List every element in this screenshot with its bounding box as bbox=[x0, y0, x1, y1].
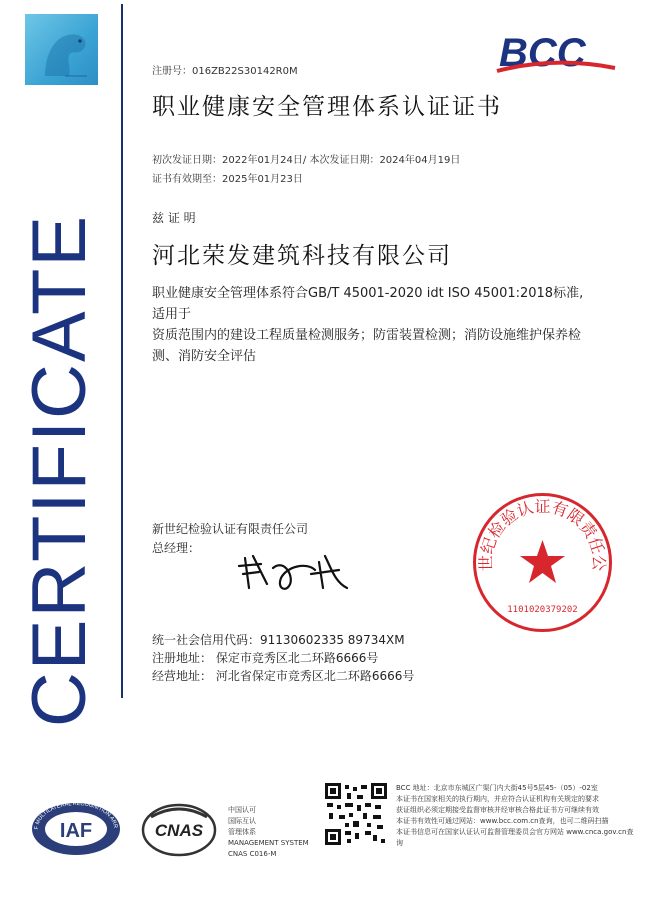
bcc-info-line: 本证书有效性可通过网站：www.bcc.com.cn查询，也可二维码扫描 bbox=[396, 817, 609, 825]
registration-number: 注册号：016ZB22S30142R0M bbox=[152, 66, 298, 77]
issue-dates: 初次发证日期：2022年01月24日/ 本次发证日期：2024年04月19日 bbox=[152, 155, 461, 166]
cnas-info bbox=[228, 805, 309, 860]
certificate-vertical-text: CERTIFICATE bbox=[17, 213, 103, 727]
scope-line: 资质范围内的建设工程质量检测服务；防雷装置检测；消防设施维护保养检 bbox=[152, 328, 582, 343]
signature bbox=[215, 548, 365, 596]
bcc-info-line: 本证书在国家相关的执行期内，并应符合认证机构有关规定的要求 bbox=[396, 795, 599, 803]
credit-code: 统一社会信用代码：91130602335 89734XM bbox=[152, 633, 405, 647]
bcc-logo-text: BCC bbox=[499, 31, 586, 75]
valid-until: 证书有效期至：2025年01月23日 bbox=[152, 174, 303, 185]
iaf-ring-text: F MULTILATERAL RECOGNITION ARR bbox=[33, 801, 119, 830]
seal-text: 世纪检验认证有限责任公 bbox=[476, 496, 609, 572]
cnas-logo bbox=[141, 803, 218, 857]
seal-number: 1101020379202 bbox=[507, 605, 578, 615]
bcc-info-line: BCC 地址：北京市东城区广渠门内大街45号5层45-（05）-02室 bbox=[396, 784, 598, 792]
cnas-line: MANAGEMENT SYSTEM bbox=[228, 839, 309, 847]
cnas-line: 中国认可 bbox=[228, 806, 256, 814]
cnas-line: CNAS C016-M bbox=[228, 850, 277, 858]
cnas-line: 管理体系 bbox=[228, 828, 256, 836]
bcc-info bbox=[396, 783, 636, 849]
issuer-org: 新世纪检验认证有限责任公司 bbox=[152, 522, 309, 536]
iaf-logo bbox=[30, 801, 122, 857]
bcc-info-line: 获证组织必须定期接受监督审核并经审核合格此证书方可继续有效 bbox=[396, 806, 599, 814]
certify-label: 兹 证 明 bbox=[152, 211, 196, 225]
star-icon bbox=[520, 540, 565, 583]
bcc-logo bbox=[495, 28, 617, 86]
qr-code[interactable] bbox=[325, 783, 387, 845]
scope-text bbox=[152, 283, 592, 367]
cert-logo bbox=[25, 14, 98, 85]
manager-label: 总经理： bbox=[152, 541, 201, 555]
page-title: 职业健康安全管理体系认证证书 bbox=[152, 94, 502, 120]
divider-line bbox=[121, 4, 123, 698]
scope-line: 测、消防安全评估 bbox=[152, 349, 257, 364]
official-seal bbox=[470, 490, 615, 635]
company-name: 河北荣发建筑科技有限公司 bbox=[152, 243, 452, 269]
bcc-info-line: 本证书信息可在国家认证认可监督管理委员会官方网站 www.cnca.gov.cn查询 bbox=[396, 828, 634, 847]
business-address: 经营地址： 河北省保定市竞秀区北二环路6666号 bbox=[152, 669, 415, 683]
otter-icon bbox=[25, 14, 98, 85]
iaf-logo-text: IAF bbox=[59, 820, 93, 842]
cnas-line: 国际互认 bbox=[228, 817, 256, 825]
cnas-logo-text: CNAS bbox=[154, 821, 204, 840]
scope-line: 职业健康安全管理体系符合GB/T 45001-2020 idt ISO 45001:2018标准,适用于 bbox=[152, 286, 584, 322]
registered-address: 注册地址： 保定市竞秀区北二环路6666号 bbox=[152, 651, 379, 665]
